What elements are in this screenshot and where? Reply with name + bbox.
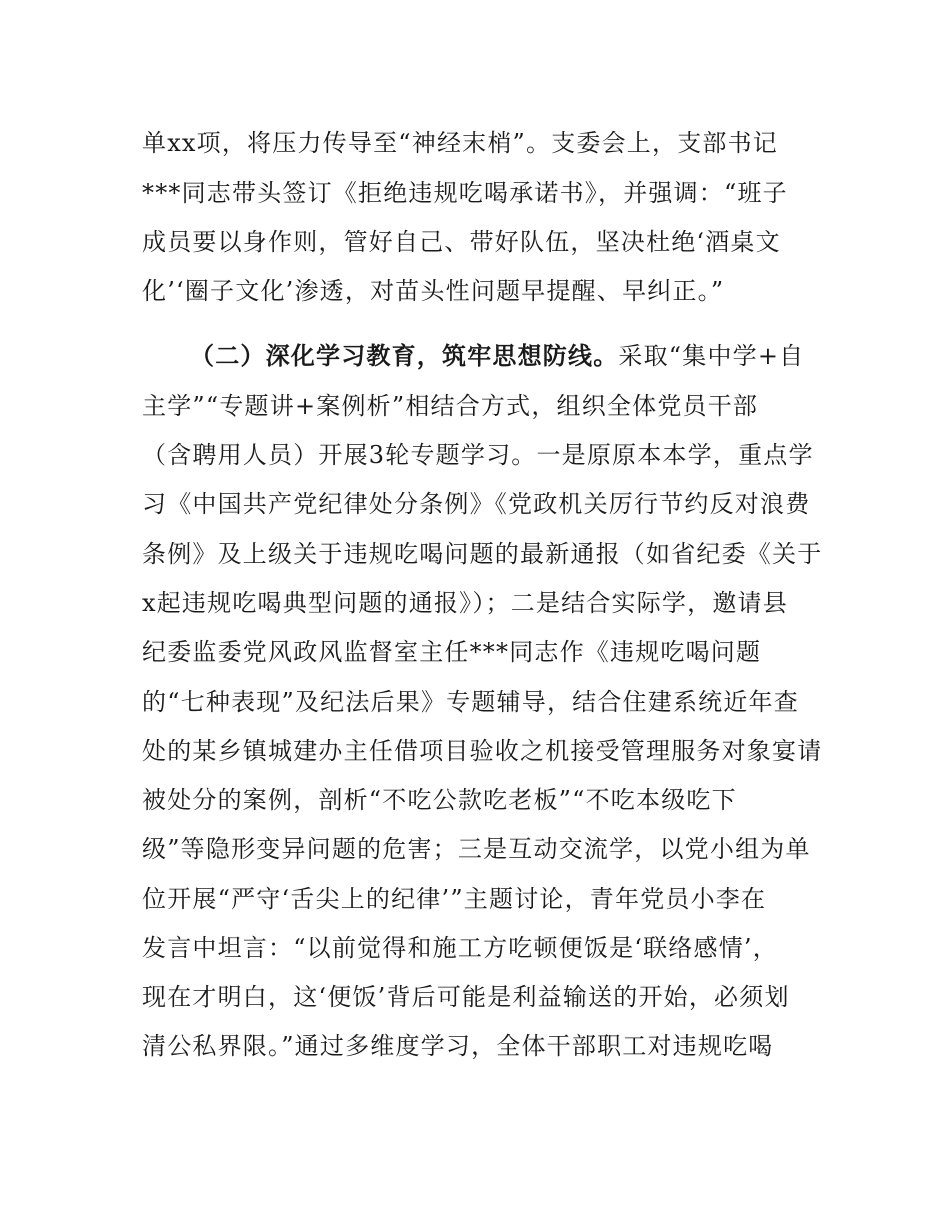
- text-line: 位开展“严守‘舌尖上的纪律’”主题讨论，青年党员小李在: [142, 885, 767, 913]
- text-line: 处的某乡镇城建办主任借项目验收之机接受管理服务对象宴请: [142, 737, 823, 765]
- text-line: 发言中坦言：“以前觉得和施工方吃顿便饭是‘联络感情’，: [142, 934, 778, 962]
- text-line: ***同志带头签订《拒绝违规吃喝承诺书》，并强调：“班子: [142, 179, 788, 207]
- text-line: 主学”“专题讲+案例析”相结合方式，组织全体党员干部: [142, 392, 759, 420]
- text-line: 习《中国共产党纪律处分条例》《党政机关厉行节约反对浪费: [142, 490, 811, 518]
- text-line: 单xx项，将压力传导至“神经末梢”。支委会上，支部书记: [142, 129, 779, 157]
- text-line: 被处分的案例，剖析“不吃公款吃老板”“不吃本级吃下: [142, 786, 737, 814]
- text-line: 化’‘圈子文化’渗透，对苗头性问题早提醒、早纠正。”: [142, 277, 725, 305]
- text-line: 现在才明白，这‘便饭’背后可能是利益输送的开始，必须划: [142, 983, 790, 1011]
- text-line: （含聘用人员）开展3轮专题学习。一是原原本本学，重点学: [142, 441, 814, 469]
- text-line: 级”等隐形变异问题的危害；三是互动交流学，以党小组为单: [142, 835, 811, 863]
- section-heading: （二）深化学习教育，筑牢思想防线。: [190, 342, 619, 370]
- text-line: 清公私界限。”通过多维度学习，全体干部职工对违规吃喝: [142, 1032, 774, 1060]
- text-line: 纪委监委党风政风监督室主任***同志作《违规吃喝问题: [142, 638, 762, 666]
- text-line: 的“七种表现”及纪法后果》专题辅导，结合住建系统近年查: [142, 688, 799, 716]
- text-line: 成员要以身作则，管好自己、带好队伍，坚决杜绝‘酒桌文: [142, 228, 781, 256]
- text-line: x起违规吃喝典型问题的通报》）；二是结合实际学，邀请县: [142, 589, 788, 617]
- text-line: 条例》及上级关于违规吃喝问题的最新通报（如省纪委《关于: [142, 540, 823, 568]
- section-heading-line: [190, 340, 870, 372]
- text-line-rest: 采取“集中学+自: [618, 342, 805, 370]
